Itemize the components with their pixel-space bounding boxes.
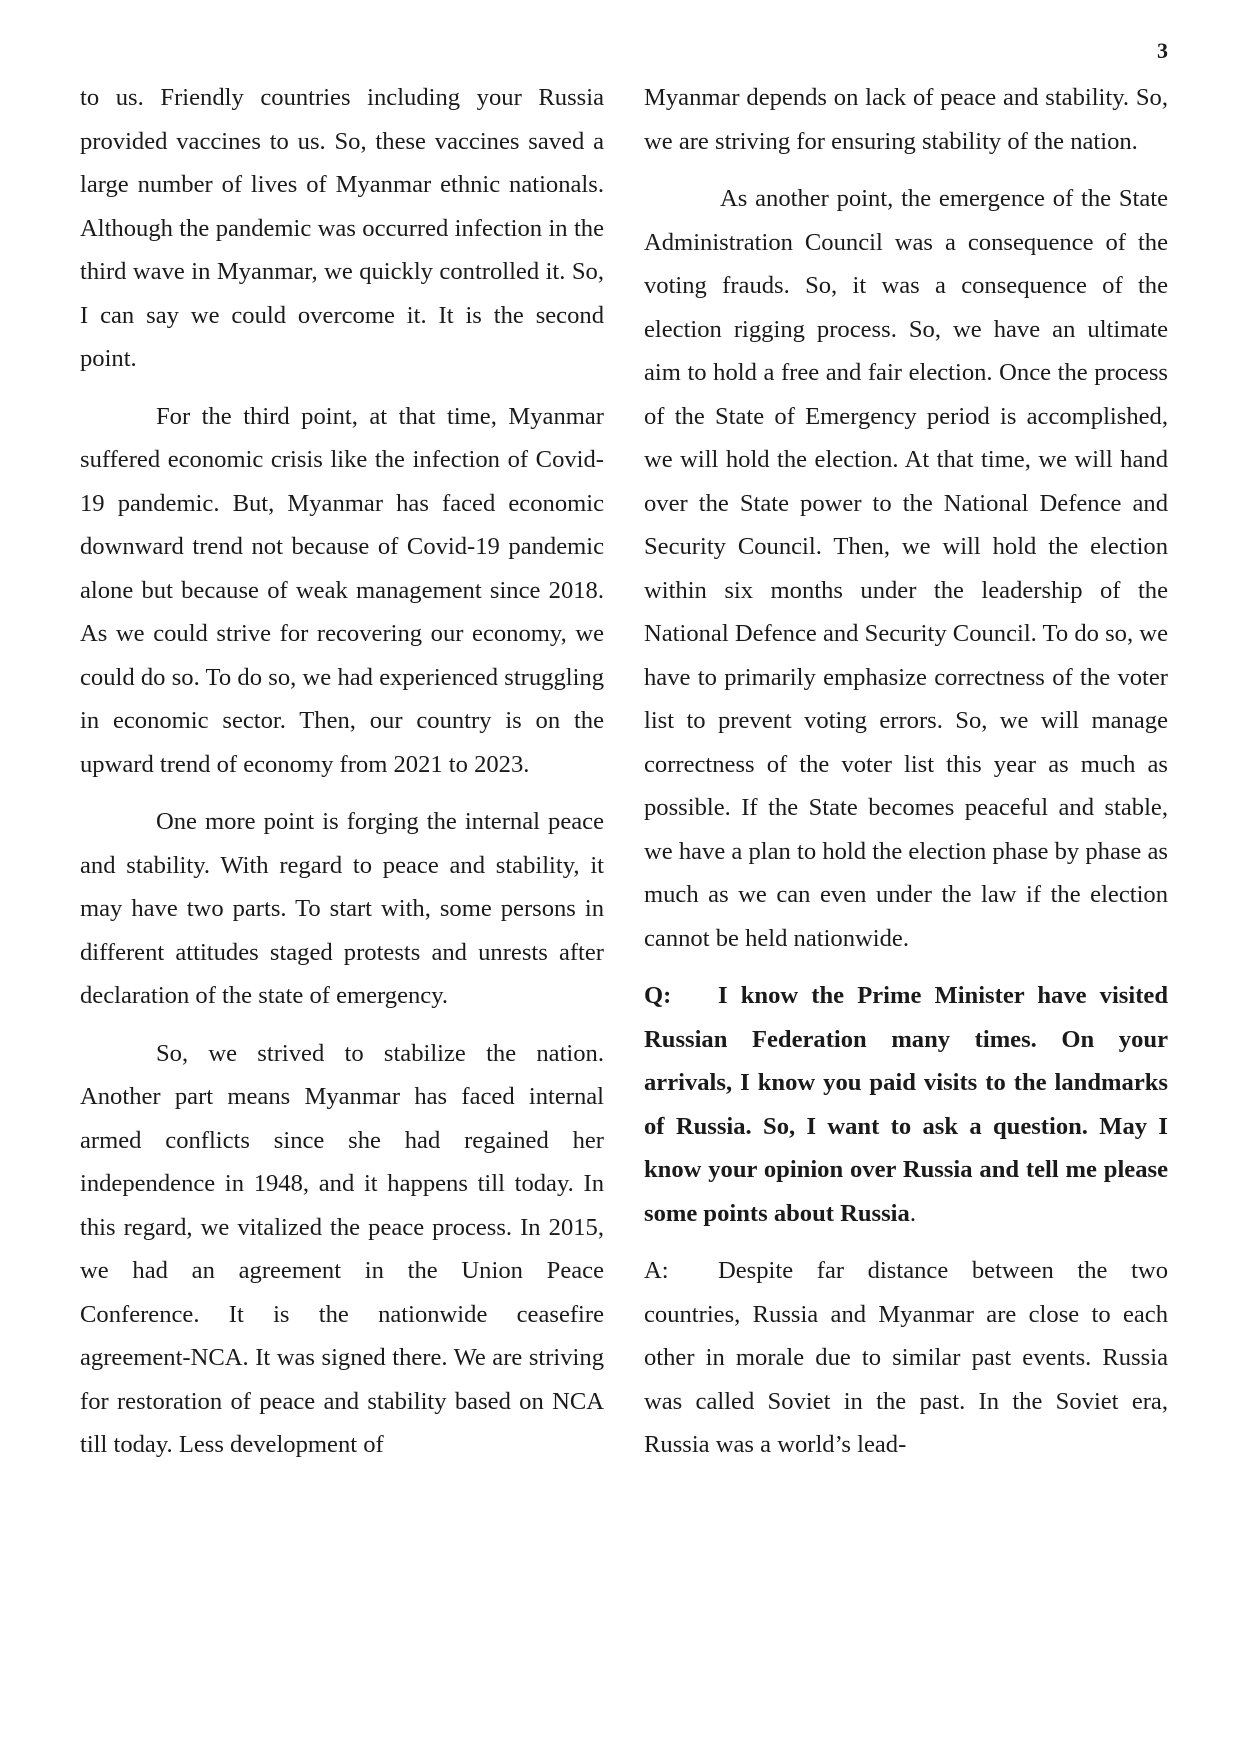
answer-label: A: [644, 1257, 669, 1284]
question-end: . [909, 1199, 916, 1227]
paragraph: For the third point, at that time, Myanmar suffered economic crisis like the infection of Covid-19 pandemic. But, Myanmar has faced economic downward trend not because of Covid-19 pandemic alone but because of weak management since 2018. As we could strive for recovering our economy, we could do so. To do so, we had experienced struggling in economic sector. Then, our country is on the upward trend of economy from 2021 to 2023. [80, 402, 604, 778]
paragraph: So, we strived to stabilize the nation. Another part means Myanmar has faced internal armed conflicts since she had regained her independence in 1948, and it happens till today. In this regard, we vitalized the peace process. In 2015, we had an agreement in the Union Peace Conference. It is the nationwide ceasefire agreement-NCA. It was signed there. We are striving for restoration of peace and stability based on NCA till today. Less development of [80, 1039, 604, 1458]
interview-answer [644, 1249, 1168, 1467]
question-text: I know the Prime Minister have visited Russian Federation many times. On your arrivals, I know you paid visits to the landmarks of Russia. So, I want to ask a question. May I know your opinion over Russia and tell me please some points about Russia [644, 982, 1168, 1227]
left-column [80, 76, 604, 1481]
right-column [644, 76, 1168, 1481]
page-number: 3 [1157, 38, 1168, 63]
answer-text: Despite far distance between the two countries, Russia and Myanmar are close to each other in morale due to similar past events. Russia was called Soviet in the past. In the Soviet era, Russia was a world’s lead- [644, 1257, 1168, 1458]
question-label: Q: [644, 982, 672, 1009]
paragraph: As another point, the emergence of the State Administration Council was a consequence of the voting frauds. So, it was a consequence of the election rigging process. So, we have an ultimate aim to hold a free and fair election. Once the process of the State of Emergency period is accomplished, we will hold the election. At that time, we will hand over the State power to the National Defence and Security Council. Then, we will hold the election within six months under the leadership of the National Defence and Security Council. To do so, we have to primarily emphasize correctness of the voter list to prevent voting errors. So, we will manage correctness of the voter list this year as much as possible. If the State becomes peaceful and stable, we have a plan to hold the election phase by phase as much as we can even under the law if the election cannot be held nationwide. [644, 185, 1168, 952]
interview-question [644, 974, 1168, 1235]
paragraph: Myanmar depends on lack of peace and stability. So, we are striving for ensuring stability of the nation. [644, 84, 1168, 155]
paragraph: to us. Friendly countries including your Russia provided vaccines to us. So, these vaccines saved a large number of lives of Myanmar ethnic nationals. Although the pandemic was occurred infection in the third wave in Myanmar, we quickly controlled it. So, I can say we could overcome it. It is the second point. [80, 84, 604, 372]
paragraph: One more point is forging the internal peace and stability. With regard to peace and stability, it may have two parts. To start with, some persons in different attitudes staged protests and unrests after declaration of the state of emergency. [80, 808, 604, 1009]
